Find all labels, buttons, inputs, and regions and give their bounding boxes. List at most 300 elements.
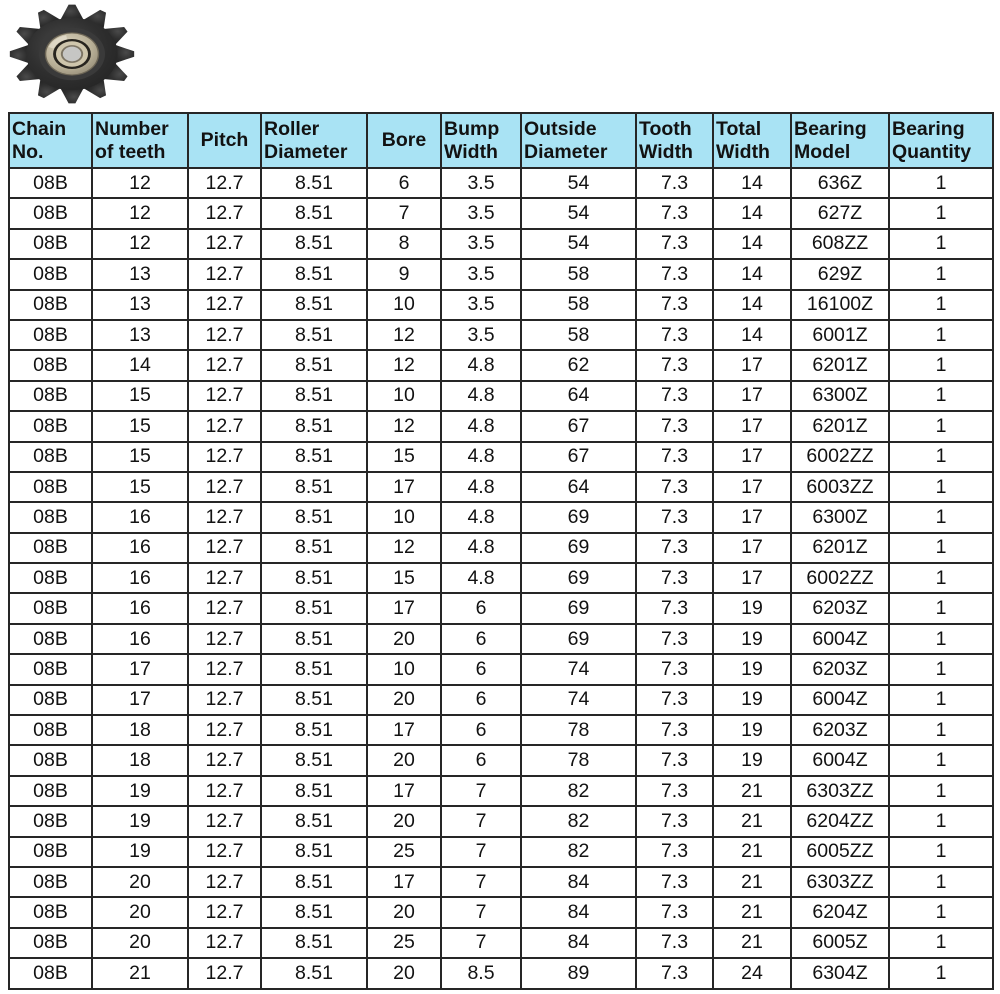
table-cell: 8.51 <box>261 897 367 927</box>
table-cell: 74 <box>521 685 636 715</box>
table-cell: 10 <box>367 381 441 411</box>
table-cell: 7.3 <box>636 320 713 350</box>
table-cell: 7.3 <box>636 259 713 289</box>
column-header: Bearing Model <box>791 113 889 168</box>
table-cell: 16100Z <box>791 290 889 320</box>
table-cell: 7.3 <box>636 472 713 502</box>
table-cell: 12.7 <box>188 897 261 927</box>
table-cell: 8.51 <box>261 168 367 198</box>
table-cell: 19 <box>713 685 791 715</box>
table-cell: 67 <box>521 442 636 472</box>
table-cell: 12.7 <box>188 229 261 259</box>
table-cell: 8.51 <box>261 685 367 715</box>
table-row <box>9 563 993 593</box>
table-cell: 7.3 <box>636 533 713 563</box>
table-cell: 21 <box>713 867 791 897</box>
table-cell: 1 <box>889 593 993 623</box>
table-cell: 08B <box>9 837 92 867</box>
table-cell: 1 <box>889 502 993 532</box>
table-cell: 17 <box>713 472 791 502</box>
table-cell: 12.7 <box>188 776 261 806</box>
table-cell: 1 <box>889 320 993 350</box>
table-cell: 8.51 <box>261 533 367 563</box>
table-cell: 14 <box>713 168 791 198</box>
table-cell: 12.7 <box>188 533 261 563</box>
table-cell: 17 <box>367 867 441 897</box>
table-cell: 12 <box>92 198 188 228</box>
table-row <box>9 837 993 867</box>
table-cell: 12 <box>367 350 441 380</box>
table-cell: 6 <box>441 715 521 745</box>
table-row <box>9 320 993 350</box>
table-cell: 7.3 <box>636 442 713 472</box>
table-cell: 1 <box>889 897 993 927</box>
table-cell: 7.3 <box>636 229 713 259</box>
table-cell: 7.3 <box>636 381 713 411</box>
table-cell: 7.3 <box>636 897 713 927</box>
table-cell: 4.8 <box>441 502 521 532</box>
table-cell: 69 <box>521 593 636 623</box>
table-cell: 64 <box>521 472 636 502</box>
table-cell: 636Z <box>791 168 889 198</box>
table-cell: 12 <box>367 533 441 563</box>
table-cell: 6 <box>441 593 521 623</box>
table-cell: 8.51 <box>261 654 367 684</box>
table-cell: 21 <box>713 897 791 927</box>
column-header: Roller Diameter <box>261 113 367 168</box>
table-cell: 627Z <box>791 198 889 228</box>
table-cell: 15 <box>92 442 188 472</box>
table-cell: 10 <box>367 654 441 684</box>
table-cell: 17 <box>367 715 441 745</box>
table-cell: 12.7 <box>188 958 261 988</box>
table-cell: 18 <box>92 715 188 745</box>
table-cell: 3.5 <box>441 290 521 320</box>
table-row <box>9 958 993 988</box>
table-cell: 12.7 <box>188 685 261 715</box>
table-cell: 12.7 <box>188 442 261 472</box>
table-cell: 74 <box>521 654 636 684</box>
table-cell: 08B <box>9 958 92 988</box>
table-cell: 4.8 <box>441 411 521 441</box>
table-cell: 6004Z <box>791 624 889 654</box>
table-row <box>9 259 993 289</box>
sprocket-product-image <box>4 0 140 108</box>
table-cell: 21 <box>713 776 791 806</box>
table-cell: 19 <box>92 776 188 806</box>
table-cell: 7.3 <box>636 350 713 380</box>
table-cell: 08B <box>9 867 92 897</box>
table-cell: 21 <box>713 928 791 958</box>
table-cell: 1 <box>889 958 993 988</box>
table-cell: 20 <box>367 745 441 775</box>
table-cell: 17 <box>713 411 791 441</box>
table-cell: 08B <box>9 350 92 380</box>
table-cell: 21 <box>92 958 188 988</box>
table-cell: 19 <box>713 715 791 745</box>
table-cell: 1 <box>889 198 993 228</box>
table-row <box>9 745 993 775</box>
table-cell: 84 <box>521 867 636 897</box>
table-cell: 12.7 <box>188 715 261 745</box>
table-cell: 19 <box>713 593 791 623</box>
table-cell: 6300Z <box>791 381 889 411</box>
table-cell: 20 <box>367 806 441 836</box>
bore-hole <box>63 47 81 62</box>
table-cell: 54 <box>521 229 636 259</box>
table-cell: 24 <box>713 958 791 988</box>
table-cell: 15 <box>367 563 441 593</box>
table-cell: 7.3 <box>636 654 713 684</box>
table-cell: 1 <box>889 533 993 563</box>
table-cell: 19 <box>713 624 791 654</box>
table-cell: 08B <box>9 198 92 228</box>
table-cell: 17 <box>713 563 791 593</box>
table-cell: 20 <box>367 897 441 927</box>
table-cell: 20 <box>92 897 188 927</box>
table-cell: 7.3 <box>636 928 713 958</box>
table-cell: 8.51 <box>261 229 367 259</box>
table-row <box>9 897 993 927</box>
table-cell: 6 <box>441 624 521 654</box>
table-cell: 7.3 <box>636 198 713 228</box>
table-cell: 78 <box>521 745 636 775</box>
table-cell: 4.8 <box>441 563 521 593</box>
table-cell: 12 <box>92 229 188 259</box>
table-cell: 14 <box>713 229 791 259</box>
table-cell: 6304Z <box>791 958 889 988</box>
table-cell: 6303ZZ <box>791 867 889 897</box>
table-cell: 6201Z <box>791 350 889 380</box>
table-row <box>9 198 993 228</box>
table-cell: 12.7 <box>188 290 261 320</box>
table-cell: 7.3 <box>636 502 713 532</box>
table-cell: 4.8 <box>441 350 521 380</box>
table-cell: 12.7 <box>188 867 261 897</box>
table-cell: 08B <box>9 381 92 411</box>
table-row <box>9 442 993 472</box>
table-cell: 6204ZZ <box>791 806 889 836</box>
table-cell: 12.7 <box>188 654 261 684</box>
table-cell: 08B <box>9 715 92 745</box>
column-header: Total Width <box>713 113 791 168</box>
table-row <box>9 472 993 502</box>
table-cell: 15 <box>92 411 188 441</box>
table-cell: 6 <box>441 685 521 715</box>
table-cell: 16 <box>92 533 188 563</box>
table-cell: 16 <box>92 624 188 654</box>
table-cell: 10 <box>367 502 441 532</box>
table-cell: 12.7 <box>188 837 261 867</box>
table-cell: 12.7 <box>188 381 261 411</box>
table-cell: 19 <box>713 745 791 775</box>
table-cell: 17 <box>713 502 791 532</box>
table-cell: 7.3 <box>636 806 713 836</box>
table-cell: 12.7 <box>188 350 261 380</box>
table-cell: 12.7 <box>188 259 261 289</box>
table-cell: 13 <box>92 290 188 320</box>
table-cell: 8.51 <box>261 958 367 988</box>
table-cell: 17 <box>367 776 441 806</box>
column-header: Pitch <box>188 113 261 168</box>
table-cell: 6204Z <box>791 897 889 927</box>
table-cell: 1 <box>889 806 993 836</box>
table-cell: 6005Z <box>791 928 889 958</box>
table-cell: 12.7 <box>188 806 261 836</box>
column-header: Chain No. <box>9 113 92 168</box>
table-cell: 8.51 <box>261 837 367 867</box>
table-cell: 08B <box>9 593 92 623</box>
table-cell: 6002ZZ <box>791 442 889 472</box>
table-cell: 82 <box>521 806 636 836</box>
table-cell: 13 <box>92 320 188 350</box>
table-cell: 9 <box>367 259 441 289</box>
table-cell: 6001Z <box>791 320 889 350</box>
table-cell: 08B <box>9 533 92 563</box>
header-row <box>9 113 993 168</box>
table-cell: 6 <box>441 654 521 684</box>
table-cell: 1 <box>889 776 993 806</box>
table-cell: 1 <box>889 837 993 867</box>
table-cell: 1 <box>889 259 993 289</box>
table-cell: 1 <box>889 290 993 320</box>
table-cell: 7.3 <box>636 837 713 867</box>
table-cell: 14 <box>713 320 791 350</box>
table-cell: 08B <box>9 897 92 927</box>
table-cell: 7.3 <box>636 593 713 623</box>
table-cell: 82 <box>521 776 636 806</box>
table-cell: 6 <box>441 745 521 775</box>
table-cell: 54 <box>521 198 636 228</box>
table-row <box>9 381 993 411</box>
table-cell: 7.3 <box>636 563 713 593</box>
table-cell: 6203Z <box>791 715 889 745</box>
table-cell: 16 <box>92 502 188 532</box>
table-cell: 08B <box>9 168 92 198</box>
table-cell: 08B <box>9 320 92 350</box>
table-cell: 7 <box>441 928 521 958</box>
table-row <box>9 229 993 259</box>
table-cell: 16 <box>92 593 188 623</box>
table-cell: 12.7 <box>188 593 261 623</box>
table-cell: 12.7 <box>188 502 261 532</box>
table-cell: 8.51 <box>261 593 367 623</box>
table-body <box>9 168 993 989</box>
table-cell: 21 <box>713 806 791 836</box>
table-cell: 12.7 <box>188 320 261 350</box>
table-cell: 1 <box>889 624 993 654</box>
table-cell: 20 <box>92 867 188 897</box>
table-row <box>9 533 993 563</box>
table-row <box>9 168 993 198</box>
table-row <box>9 928 993 958</box>
table-cell: 17 <box>367 472 441 502</box>
table-cell: 08B <box>9 563 92 593</box>
table-cell: 15 <box>367 442 441 472</box>
table-cell: 6203Z <box>791 593 889 623</box>
table-cell: 8.5 <box>441 958 521 988</box>
table-cell: 7 <box>441 776 521 806</box>
table-cell: 1 <box>889 442 993 472</box>
table-cell: 08B <box>9 806 92 836</box>
table-cell: 7.3 <box>636 958 713 988</box>
table-cell: 8.51 <box>261 472 367 502</box>
table-row <box>9 350 993 380</box>
table-cell: 12.7 <box>188 745 261 775</box>
table-cell: 7.3 <box>636 715 713 745</box>
table-cell: 12.7 <box>188 563 261 593</box>
table-cell: 8.51 <box>261 290 367 320</box>
table-cell: 58 <box>521 320 636 350</box>
table-cell: 08B <box>9 654 92 684</box>
table-cell: 1 <box>889 928 993 958</box>
table-cell: 14 <box>713 290 791 320</box>
table-cell: 58 <box>521 259 636 289</box>
table-cell: 1 <box>889 472 993 502</box>
table-cell: 19 <box>92 837 188 867</box>
table-cell: 12.7 <box>188 168 261 198</box>
table-cell: 16 <box>92 563 188 593</box>
table-row <box>9 806 993 836</box>
table-cell: 54 <box>521 168 636 198</box>
table-cell: 1 <box>889 350 993 380</box>
table-cell: 78 <box>521 715 636 745</box>
table-cell: 8.51 <box>261 745 367 775</box>
table-cell: 4.8 <box>441 381 521 411</box>
table-cell: 08B <box>9 624 92 654</box>
table-cell: 25 <box>367 928 441 958</box>
table-cell: 8.51 <box>261 563 367 593</box>
table-cell: 17 <box>367 593 441 623</box>
table-cell: 19 <box>92 806 188 836</box>
table-cell: 1 <box>889 685 993 715</box>
table-cell: 7 <box>441 806 521 836</box>
table-cell: 17 <box>713 533 791 563</box>
table-cell: 58 <box>521 290 636 320</box>
table-cell: 8.51 <box>261 776 367 806</box>
table-cell: 25 <box>367 837 441 867</box>
table-row <box>9 654 993 684</box>
column-header: Bump Width <box>441 113 521 168</box>
column-header: Tooth Width <box>636 113 713 168</box>
table-cell: 3.5 <box>441 229 521 259</box>
table-cell: 8.51 <box>261 198 367 228</box>
table-cell: 3.5 <box>441 198 521 228</box>
sprocket-spec-table <box>8 112 994 990</box>
table-cell: 7.3 <box>636 411 713 441</box>
table-row <box>9 685 993 715</box>
table-cell: 6303ZZ <box>791 776 889 806</box>
table-cell: 1 <box>889 745 993 775</box>
column-header: Bore <box>367 113 441 168</box>
table-cell: 08B <box>9 502 92 532</box>
table-cell: 4.8 <box>441 533 521 563</box>
table-cell: 6004Z <box>791 745 889 775</box>
table-cell: 1 <box>889 381 993 411</box>
table-cell: 8.51 <box>261 928 367 958</box>
table-cell: 12.7 <box>188 198 261 228</box>
table-cell: 6201Z <box>791 411 889 441</box>
table-cell: 08B <box>9 259 92 289</box>
table-cell: 7.3 <box>636 867 713 897</box>
table-cell: 8.51 <box>261 381 367 411</box>
table-cell: 1 <box>889 654 993 684</box>
table-cell: 3.5 <box>441 168 521 198</box>
table-row <box>9 624 993 654</box>
table-cell: 1 <box>889 229 993 259</box>
table-cell: 08B <box>9 411 92 441</box>
table-cell: 6203Z <box>791 654 889 684</box>
column-header: Bearing Quantity <box>889 113 993 168</box>
table-cell: 12.7 <box>188 411 261 441</box>
table-cell: 6300Z <box>791 502 889 532</box>
table-row <box>9 867 993 897</box>
table-cell: 8.51 <box>261 624 367 654</box>
table-cell: 8.51 <box>261 320 367 350</box>
table-cell: 12 <box>92 168 188 198</box>
table-cell: 14 <box>713 259 791 289</box>
table-cell: 8.51 <box>261 442 367 472</box>
table-cell: 1 <box>889 563 993 593</box>
table-cell: 629Z <box>791 259 889 289</box>
table-cell: 18 <box>92 745 188 775</box>
table-cell: 12.7 <box>188 472 261 502</box>
table-cell: 4.8 <box>441 442 521 472</box>
table-cell: 17 <box>713 381 791 411</box>
table-row <box>9 715 993 745</box>
table-cell: 19 <box>713 654 791 684</box>
table-cell: 13 <box>92 259 188 289</box>
table-cell: 7.3 <box>636 745 713 775</box>
table-cell: 64 <box>521 381 636 411</box>
table-cell: 3.5 <box>441 259 521 289</box>
table-cell: 6002ZZ <box>791 563 889 593</box>
table-cell: 10 <box>367 290 441 320</box>
table-cell: 20 <box>367 685 441 715</box>
table-cell: 20 <box>367 624 441 654</box>
table-cell: 7.3 <box>636 290 713 320</box>
table-cell: 17 <box>92 685 188 715</box>
table-cell: 84 <box>521 928 636 958</box>
table-cell: 1 <box>889 411 993 441</box>
table-cell: 17 <box>713 442 791 472</box>
table-cell: 8.51 <box>261 502 367 532</box>
table-cell: 62 <box>521 350 636 380</box>
table-cell: 82 <box>521 837 636 867</box>
table-cell: 7.3 <box>636 776 713 806</box>
table-cell: 08B <box>9 442 92 472</box>
table-cell: 7 <box>441 867 521 897</box>
table-cell: 3.5 <box>441 320 521 350</box>
table-cell: 21 <box>713 837 791 867</box>
table-cell: 7 <box>367 198 441 228</box>
column-header: Outside Diameter <box>521 113 636 168</box>
table-cell: 608ZZ <box>791 229 889 259</box>
table-cell: 08B <box>9 290 92 320</box>
table-cell: 12.7 <box>188 624 261 654</box>
table-cell: 7.3 <box>636 168 713 198</box>
table-cell: 7 <box>441 897 521 927</box>
table-cell: 1 <box>889 168 993 198</box>
table-cell: 15 <box>92 472 188 502</box>
table-cell: 08B <box>9 685 92 715</box>
table-cell: 89 <box>521 958 636 988</box>
table-cell: 17 <box>92 654 188 684</box>
table-cell: 08B <box>9 472 92 502</box>
table-cell: 8.51 <box>261 806 367 836</box>
table-cell: 12 <box>367 411 441 441</box>
table-cell: 1 <box>889 867 993 897</box>
